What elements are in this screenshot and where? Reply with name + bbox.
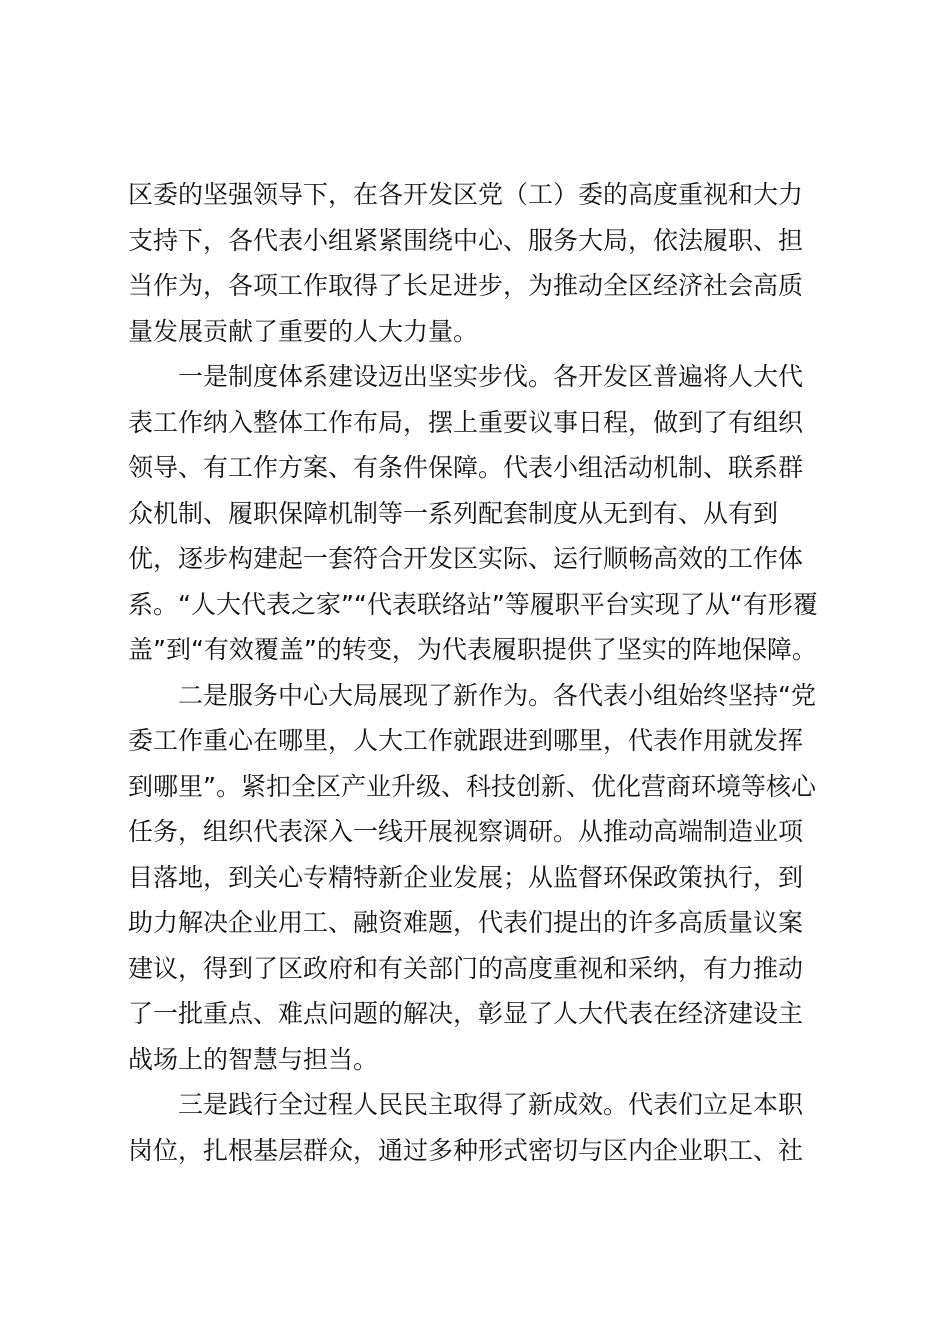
text-line: 一是制度体系建设迈出坚实步伐。各开发区普遍将人大代 [178,362,804,391]
text-line: 支持下，各代表小组紧紧围绕中心、服务大局，依法履职、担 [128,225,804,255]
text-line: 了一批重点、难点问题的解决，彰显了人大代表在经济建设主 [128,999,804,1028]
text-line: 建议，得到了区政府和有关部门的高度重视和采纳，有力推动 [128,953,804,983]
text-line: 二是服务中心大局展现了新作为。各代表小组始终坚持“党 [178,680,816,710]
paragraph-point-3 [128,1082,828,1173]
text-line: 领导、有工作方案、有条件保障。代表小组活动机制、联系群 [128,453,804,482]
text-line: 委工作重心在哪里，人大工作就跟进到哪里，代表作用就发挥 [128,726,804,755]
document-body [128,172,828,1173]
text-line: 区委的坚强领导下，在各开发区党（工）委的高度重视和大力 [128,180,804,209]
text-line: 任务，组织代表深入一线开展视察调研。从推动高端制造业项 [128,817,804,846]
text-line: 表工作纳入整体工作布局，摆上重要议事日程，做到了有组织 [128,407,804,437]
text-line: 到哪里”。紧扣全区产业升级、科技创新、优化营商环境等核心 [128,771,816,801]
text-line: 目落地，到关心专精特新企业发展；从监督环保政策执行，到 [128,862,804,892]
text-line: 助力解决企业用工、融资难题，代表们提出的许多高质量议案 [128,908,804,937]
text-line: 量发展贡献了重要的人大力量。 [128,316,479,346]
text-line: 当作为，各项工作取得了长足进步，为推动全区经济社会高质 [128,271,804,300]
paragraph-point-1 [128,354,828,673]
text-line: 岗位，扎根基层群众，通过多种形式密切与区内企业职工、社 [128,1135,804,1165]
text-line: 盖”到“有效覆盖”的转变，为代表履职提供了坚实的阵地保障。 [128,635,817,664]
text-line: 系。“人大代表之家”“代表联络站”等履职平台实现了从“有形覆 [128,589,818,619]
paragraph-point-2 [128,673,828,1083]
text-line: 三是践行全过程人民民主取得了新成效。代表们立足本职 [178,1090,804,1119]
paragraph-intro [128,172,828,354]
text-line: 优，逐步构建起一套符合开发区实际、运行顺畅高效的工作体 [128,544,804,573]
text-line: 众机制、履职保障机制等一系列配套制度从无到有、从有到 [128,498,779,528]
text-line: 战场上的智慧与担当。 [128,1044,379,1074]
